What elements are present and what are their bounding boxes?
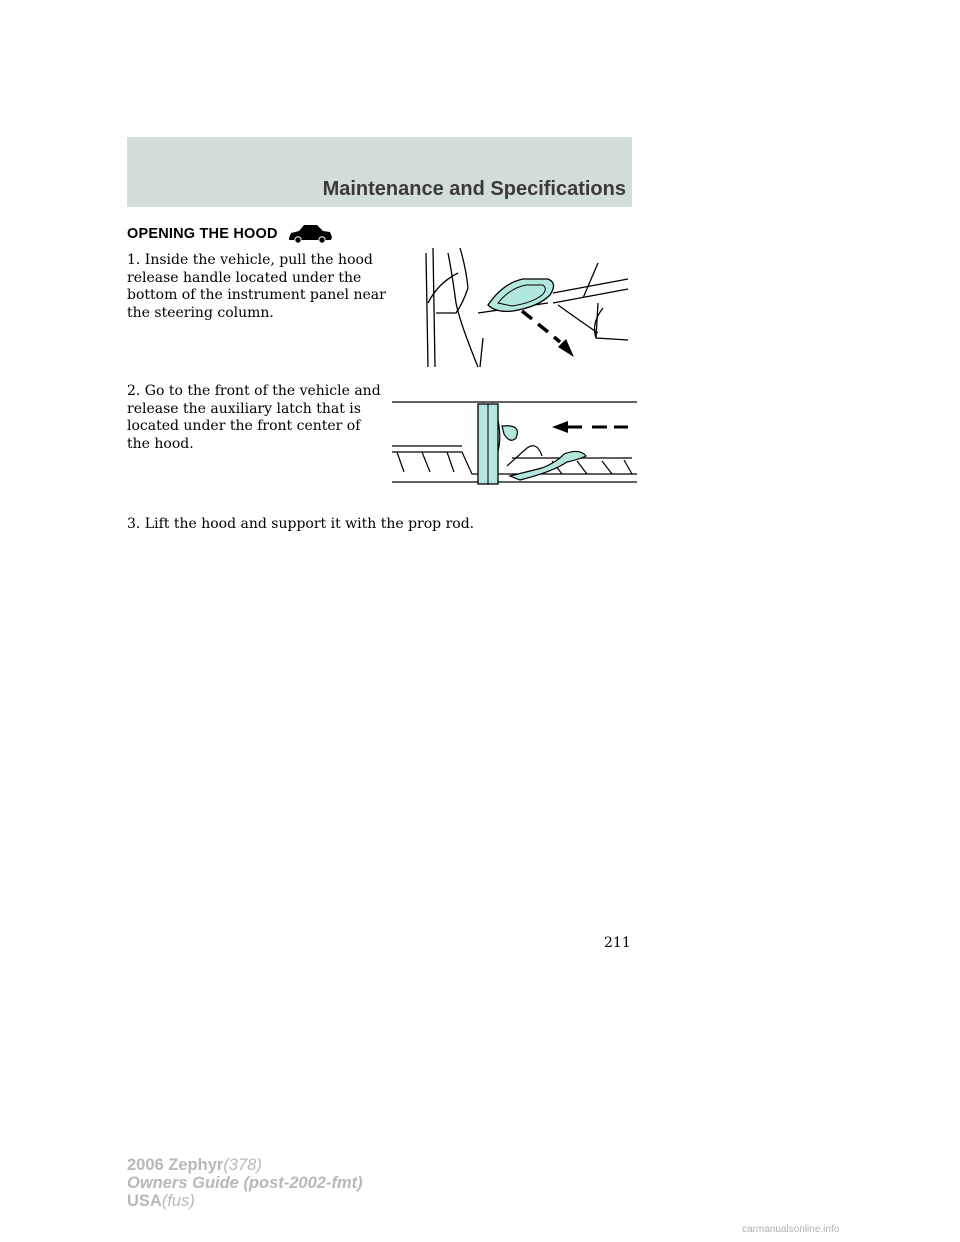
- step-3-text: 3. Lift the hood and support it with the prop rod.: [127, 516, 475, 532]
- step-1-text: 1. Inside the vehicle, pull the hood release handle located under the bottom of the instrument panel near the steering column.: [127, 252, 386, 321]
- auxiliary-latch-illustration: [392, 396, 637, 486]
- section-title: OPENING THE HOOD: [127, 226, 278, 242]
- hood-release-handle-illustration: [408, 243, 634, 368]
- footer-model-code: (378): [223, 1156, 262, 1174]
- page-number: 211: [604, 935, 631, 951]
- watermark: carmanualsonline.info: [742, 1224, 840, 1235]
- footer-model: 2006 Zephyr: [127, 1156, 224, 1174]
- step-2-text: 2. Go to the front of the vehicle and release the auxiliary latch that is located under the front center of the hood.: [127, 383, 381, 452]
- header-band: [127, 137, 632, 207]
- car-icon: [287, 221, 333, 245]
- footer-market: USA: [127, 1192, 162, 1210]
- footer-market-code: (fus): [161, 1192, 195, 1210]
- footer-print-info: [127, 1156, 363, 1210]
- page-header-title: Maintenance and Specifications: [322, 178, 626, 200]
- footer-guide: Owners Guide (post-2002-fmt): [127, 1174, 363, 1192]
